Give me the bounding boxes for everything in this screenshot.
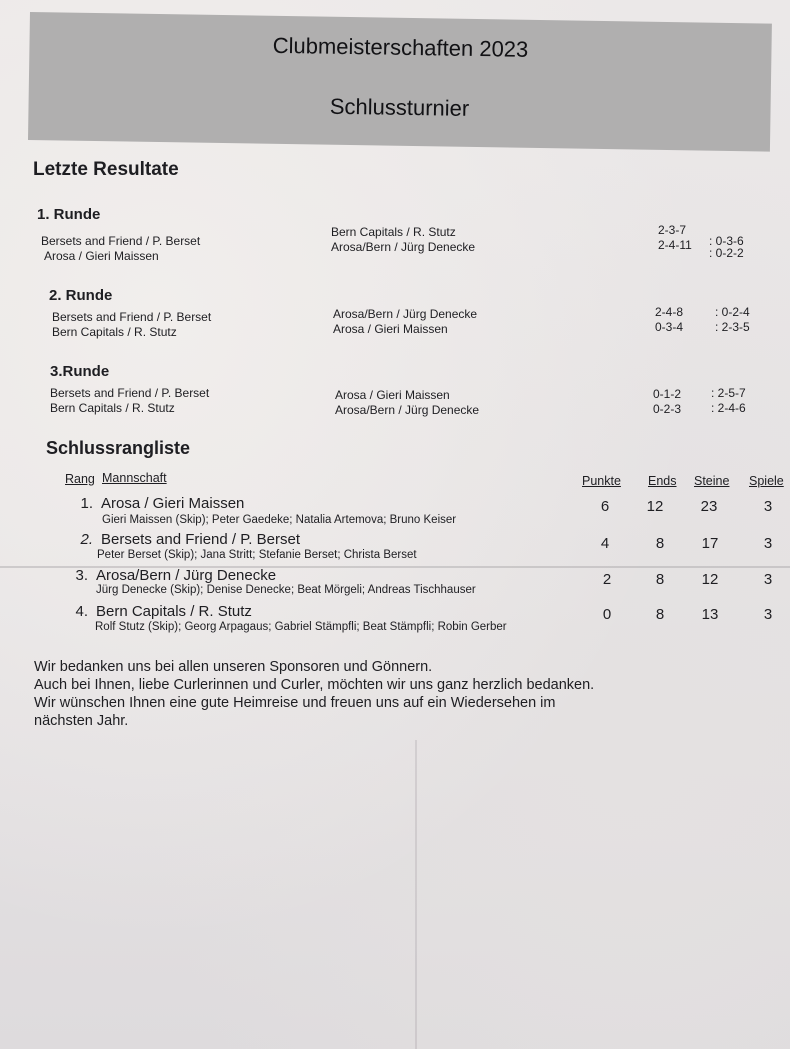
standings-row-3-points: 2 <box>602 571 612 588</box>
standings-row-4-players: Rolf Stutz (Skip); Georg Arpagaus; Gabriel Stämpfli; Beat Stämpfli; Robin Gerber <box>95 621 507 633</box>
round-1-game-2-home: Arosa / Gieri Maissen <box>44 249 159 263</box>
round-3-game-1-away-score: : 2-5-7 <box>711 386 746 400</box>
standings-row-1-rank: 1. <box>80 495 93 512</box>
document-title: Clubmeisterschaften 2023 <box>272 32 529 62</box>
standings-row-1-games: 3 <box>763 498 773 515</box>
standings-row-3-ends: 8 <box>655 571 665 588</box>
round-1-game-1-away-score: : 0-3-6 <box>709 234 744 248</box>
round-3-game-2-away-score: : 2-4-6 <box>711 401 746 415</box>
round-3-game-2-home-score: 0-2-3 <box>653 402 682 416</box>
standings-row-3-rank: 3. <box>75 567 88 584</box>
standings-row-4-points: 0 <box>602 606 612 623</box>
document-subtitle: Schlussturnier <box>329 93 470 121</box>
round-3-game-1-home: Bersets and Friend / P. Berset <box>50 386 210 400</box>
round-1-game-2-home-score: 2-4-11 <box>658 238 692 252</box>
standings-row-3-team: 3. Arosa/Bern / Jürg Denecke <box>64 567 276 584</box>
standings-row-3-games: 3 <box>763 571 773 588</box>
column-stones: Steine <box>694 474 730 488</box>
standings-row-4-games: 3 <box>763 606 773 623</box>
closing-message <box>34 658 594 730</box>
standings-row-2-players: Peter Berset (Skip); Jana Stritt; Stefanie Berset; Christa Berset <box>97 549 417 561</box>
standings-row-1-ends: 12 <box>646 498 664 515</box>
standings-row-1-points: 6 <box>600 498 610 515</box>
closing-line-4: nächsten Jahr. <box>34 713 129 729</box>
round-2-game-1-home: Bersets and Friend / P. Berset <box>52 310 212 324</box>
column-points: Punkte <box>582 474 621 488</box>
standings-row-1-players: Gieri Maissen (Skip); Peter Gaedeke; Natalia Artemova; Bruno Keiser <box>102 514 457 526</box>
round-1-label: 1. Runde <box>37 206 101 223</box>
column-games: Spiele <box>749 474 784 488</box>
round-2-game-1-away: Arosa/Bern / Jürg Denecke <box>333 307 478 321</box>
closing-line-3: Wir wünschen Ihnen eine gute Heimreise und freuen uns auf ein Wiedersehen im <box>34 695 556 711</box>
round-3-game-2-away: Arosa/Bern / Jürg Denecke <box>335 403 480 417</box>
round-1-game-1-home-score: 2-3-7 <box>658 223 687 237</box>
round-2-game-1-home-score: 2-4-8 <box>655 305 684 319</box>
round-2-game-2-away-score: : 2-3-5 <box>715 320 750 334</box>
round-2-game-1-away-score: : 0-2-4 <box>715 305 750 319</box>
standings-row-2-stones: 17 <box>701 535 719 552</box>
round-3-game-2-home: Bern Capitals / R. Stutz <box>50 401 175 415</box>
standings-row-1-stones: 23 <box>700 498 718 515</box>
standings-heading: Schlussrangliste <box>46 438 191 458</box>
standings-row-4-stones: 13 <box>701 606 719 623</box>
round-2-label: 2. Runde <box>49 287 113 304</box>
closing-line-2: Auch bei Ihnen, liebe Curlerinnen und Curler, möchten wir uns ganz herzlich bedanken. <box>34 677 595 693</box>
round-1-game-2-away: Arosa/Bern / Jürg Denecke <box>331 240 476 254</box>
paper-fold-vertical <box>415 740 417 1049</box>
standings-row-4-rank: 4. <box>75 603 88 620</box>
column-rank: Rang <box>65 472 95 486</box>
standings-row-2-ends: 8 <box>655 535 665 552</box>
standings-row-3-players: Jürg Denecke (Skip); Denise Denecke; Beat Mörgeli; Andreas Tischhauser <box>96 584 476 596</box>
standings-row-2-team: 2. Bersets and Friend / P. Berset <box>69 531 300 548</box>
round-3-label: 3.Runde <box>50 363 110 380</box>
standings-row-2-games: 3 <box>763 535 773 552</box>
standings-row-2-points: 4 <box>600 535 610 552</box>
round-1-game-1-home: Bersets and Friend / P. Berset <box>41 234 201 248</box>
round-2-game-2-home: Bern Capitals / R. Stutz <box>52 325 177 339</box>
column-ends: Ends <box>648 474 677 488</box>
round-1-game-2-away-score: : 0-2-2 <box>709 246 744 260</box>
round-3-game-1-away: Arosa / Gieri Maissen <box>335 388 450 402</box>
standings-row-4-team: 4. Bern Capitals / R. Stutz <box>64 603 252 620</box>
round-3-game-1-home-score: 0-1-2 <box>653 387 682 401</box>
standings-row-1-team: 1. Arosa / Gieri Maissen <box>69 495 244 512</box>
header-banner <box>28 12 772 152</box>
standings-row-4-ends: 8 <box>655 606 665 623</box>
closing-line-1: Wir bedanken uns bei allen unseren Sponsoren und Gönnern. <box>34 659 433 675</box>
round-1-game-1-away: Bern Capitals / R. Stutz <box>331 225 456 239</box>
column-team: Mannschaft <box>102 471 167 485</box>
round-2-game-2-home-score: 0-3-4 <box>655 320 684 334</box>
standings-row-3-stones: 12 <box>701 571 719 588</box>
results-heading: Letzte Resultate <box>33 159 179 180</box>
round-2-game-2-away: Arosa / Gieri Maissen <box>333 322 448 336</box>
standings-row-2-rank: 2. <box>80 531 93 548</box>
